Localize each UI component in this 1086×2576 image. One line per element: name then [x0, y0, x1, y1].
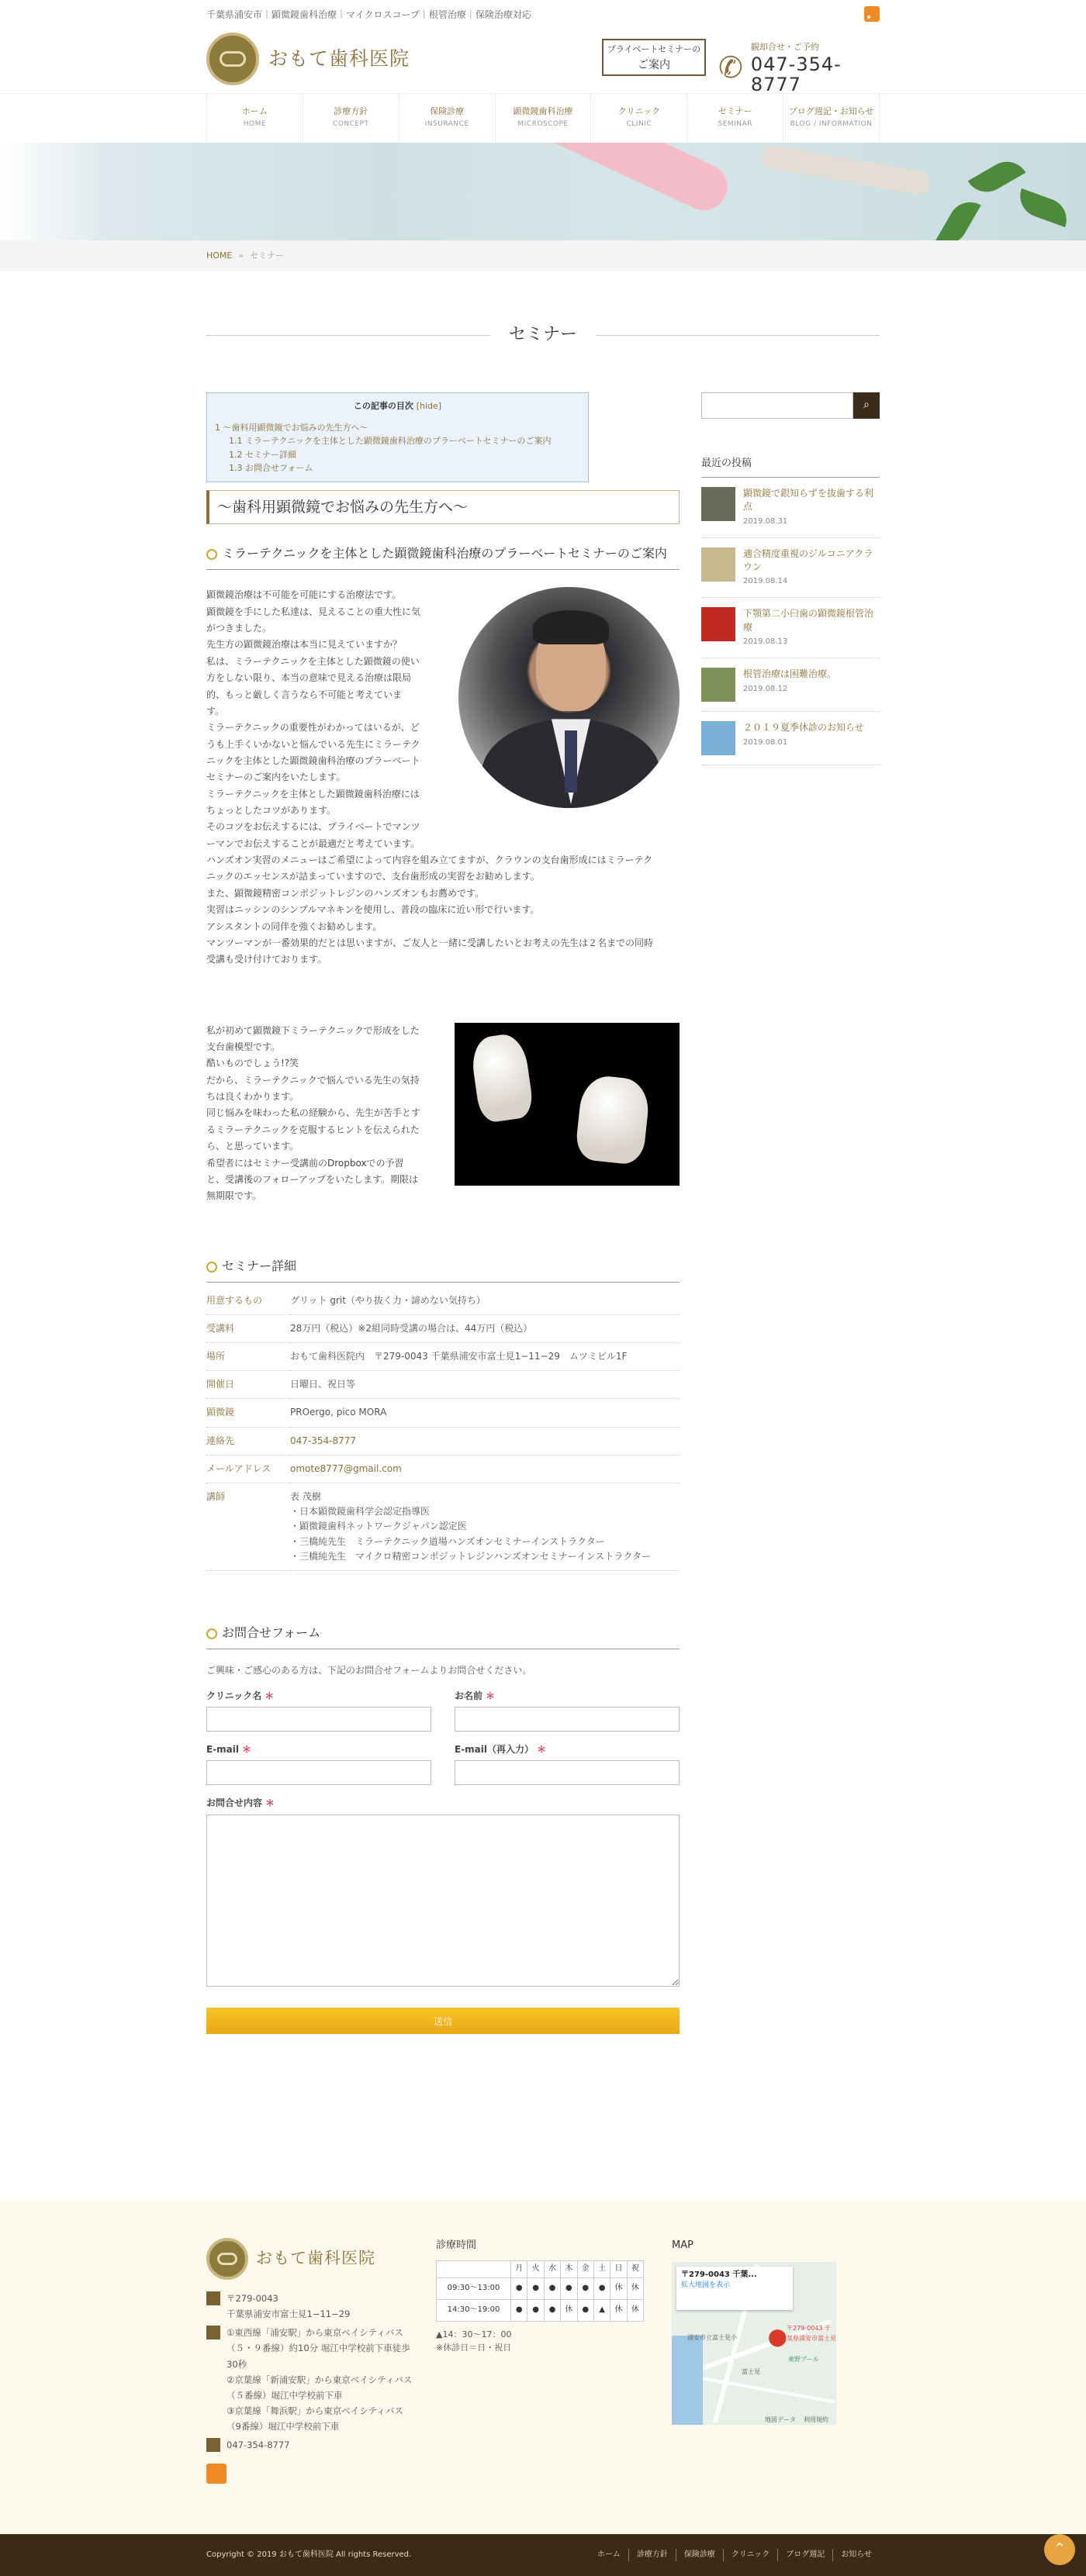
- required-mark: ＊: [537, 1744, 547, 1756]
- message-textarea[interactable]: [206, 1815, 680, 1987]
- model-line: るミラーテクニックを克服するヒントを伝えられた: [206, 1124, 420, 1135]
- subsection-heading: ミラーテクニックを主体とした顕微鏡歯科治療のプラーベートセミナーのご案内: [206, 538, 680, 570]
- seminar-banner-line2: ご案内: [638, 58, 670, 71]
- post-title[interactable]: 適合精度重視のジルコニアクラウン: [743, 547, 873, 572]
- detail-key: 連絡先: [206, 1427, 290, 1455]
- footer-nav: [590, 2549, 880, 2561]
- header-phone[interactable]: [718, 40, 880, 95]
- hours-mark: 休: [627, 2277, 643, 2299]
- day-header: 祝: [627, 2260, 643, 2277]
- toothbrush-image: [483, 143, 735, 218]
- intro-line: ミラーテクニックを主体とした顕微鏡歯科治療には: [206, 788, 420, 799]
- details-table: [206, 1287, 680, 1571]
- map-label: 東野プール: [788, 2355, 819, 2363]
- seminar-banner-button[interactable]: [602, 39, 706, 76]
- required-mark: ＊: [486, 1690, 496, 1702]
- detail-key: 受講料: [206, 1314, 290, 1342]
- leaf-image: [1014, 188, 1072, 227]
- clinic-label: クリニック名: [206, 1690, 262, 1702]
- intro-line: 顕微鏡を手にした私達は、見えることの重大性に気: [206, 606, 421, 617]
- model-line: だから、ミラーテクニックで悩んでいる先生の気持: [206, 1074, 420, 1086]
- intro-line: ニックを主体とした顕微鏡歯科治療のプラーベート: [206, 754, 420, 766]
- toc-item[interactable]: 1.3 お問合せフォーム: [229, 463, 313, 474]
- logo-mark-icon: [206, 33, 259, 85]
- nav-item-blog[interactable]: [783, 94, 880, 143]
- nav-item-seminar[interactable]: [687, 94, 783, 143]
- day-header: 水: [544, 2260, 560, 2277]
- detail-phone-link[interactable]: 047-354-8777: [290, 1435, 357, 1446]
- page-title: [206, 321, 880, 349]
- map-card-name: 〒279-0043 千葉...: [681, 2270, 757, 2279]
- model-text: [206, 1023, 433, 1205]
- table-row: [437, 2299, 644, 2321]
- nav-label: ブログ週記・お知らせ: [788, 106, 874, 116]
- map-pin-label: 〒279-0043 千葉県浦安市富士見: [787, 2324, 836, 2342]
- nav-item-concept[interactable]: [303, 94, 399, 143]
- post-thumbnail: [701, 721, 735, 755]
- model-line: 支台歯模型です。: [206, 1041, 281, 1052]
- footer-logo-text: おもて歯科医院: [256, 2249, 375, 2268]
- tooth-model-photo: [455, 1023, 680, 1186]
- hours-mark: ●: [561, 2277, 577, 2299]
- post-title[interactable]: ２０１９夏季休診のお知らせ: [743, 722, 864, 734]
- intro-line: 先生方の顕微鏡治療は本当に見えていますか？: [206, 639, 403, 651]
- intro-line: 方をしない限り、本当の意味で見える治療は限局: [206, 672, 412, 684]
- toothbrush-image: [759, 143, 932, 196]
- recent-posts-title: 最近の投稿: [701, 456, 880, 478]
- table-row: [206, 1343, 680, 1371]
- footer-nav-item[interactable]: ホーム: [597, 2550, 621, 2559]
- detail-value: グリット grit（やり抜く力・諦めない気持ち）: [290, 1287, 680, 1315]
- post-title[interactable]: 下顎第二小臼歯の顕微鏡根管治療: [743, 608, 874, 633]
- map-title: MAP: [672, 2239, 693, 2251]
- day-header: 土: [593, 2260, 610, 2277]
- required-mark: ＊: [265, 1797, 275, 1809]
- map-label: 富士見: [742, 2367, 760, 2375]
- name-input[interactable]: [455, 1707, 680, 1732]
- nav-label: ホーム: [241, 106, 268, 116]
- access-line: ②京葉線「新浦安駅」から東京ベイシティバス（５番線）堀江中学校前下車: [227, 2374, 413, 2401]
- toc-item[interactable]: 1 〜歯科用顕微鏡でお悩みの先生方へ〜: [215, 422, 368, 433]
- clinic-name-input[interactable]: [206, 1707, 431, 1732]
- detail-key: メールアドレス: [206, 1455, 290, 1483]
- day-header: 火: [527, 2260, 544, 2277]
- site-header: [0, 0, 1086, 93]
- intro-line: 私は、ミラーテクニックを主体とした顕微鏡の使い: [206, 655, 420, 667]
- nav-sub: HOME: [243, 119, 267, 128]
- copyright-bar: [0, 2534, 1086, 2576]
- hours-time: 14:30〜19:00: [437, 2299, 511, 2321]
- table-row: [206, 1399, 680, 1427]
- toc-title: [215, 399, 580, 413]
- seminar-banner-line1: プライベートセミナーの: [607, 44, 701, 54]
- section-heading: 〜歯科用顕微鏡でお悩みの先生方へ〜: [206, 490, 680, 524]
- table-row: [206, 1455, 680, 1483]
- table-row: [206, 1427, 680, 1455]
- hero-image: [0, 143, 1086, 240]
- recent-post-item[interactable]: [701, 658, 880, 712]
- nav-item-microscope[interactable]: [496, 94, 592, 143]
- detail-value: おもて歯科医院内 〒279-0043 千葉県浦安市富士見1−11−29 ムツミビル1F: [290, 1343, 680, 1371]
- breadcrumb-current: セミナー: [250, 250, 285, 261]
- hours-note: ▲14：30〜17：00: [436, 2329, 512, 2339]
- lecturer-line: 表 茂樹: [290, 1490, 321, 1502]
- recent-post-item[interactable]: [701, 478, 880, 538]
- table-row: [206, 1483, 680, 1570]
- model-section: [206, 1023, 680, 1202]
- google-map[interactable]: [672, 2262, 836, 2425]
- logo-text: おもて歯科医院: [268, 47, 410, 70]
- nav-sub: SEMINAR: [718, 119, 752, 128]
- footer-map: [672, 2238, 836, 2484]
- post-title[interactable]: 顕微鏡で銀知らずを抜歯する利点: [743, 487, 874, 513]
- nav-label: 保険診療: [430, 106, 465, 116]
- detail-value: 28万円（税込）※2組同時受講の場合は、44万円（税込）: [290, 1314, 680, 1342]
- nav-item-insurance[interactable]: [399, 94, 496, 143]
- global-nav: [0, 93, 1086, 143]
- hours-mark: ●: [511, 2277, 527, 2299]
- nav-sub: CONCEPT: [333, 119, 369, 128]
- intro-line: す。: [206, 705, 225, 717]
- detail-key: 用意するもの: [206, 1287, 290, 1315]
- recent-posts-list: [701, 478, 880, 765]
- detail-key: 講師: [206, 1483, 290, 1570]
- sidebar: [701, 392, 880, 2034]
- hours-mark: ●: [527, 2299, 544, 2321]
- email-confirm-input[interactable]: [455, 1760, 680, 1785]
- required-mark: ＊: [242, 1744, 252, 1756]
- footer-tel[interactable]: 047-354-8777: [227, 2440, 290, 2451]
- map-info-card: [676, 2267, 793, 2310]
- table-of-contents: [206, 392, 589, 482]
- day-header: 日: [610, 2260, 627, 2277]
- footer-logo[interactable]: [206, 2238, 416, 2280]
- access-line: ③京葉線「舞浜駅」から東京ベイシティバス（9番線）堀江中学校前下車: [227, 2405, 403, 2432]
- nav-item-home[interactable]: [207, 94, 303, 143]
- detail-key: 顕微鏡: [206, 1399, 290, 1427]
- form-lead: ご興味・ご感心のある方は、下記のお問合せフォームよりお問合せください。: [206, 1664, 532, 1676]
- table-row: [206, 1287, 680, 1315]
- nav-sub: INSURANCE: [424, 119, 469, 128]
- model-line: と、受講後のフォローアップをいたします。期限は: [206, 1173, 419, 1185]
- model-line: ちは良くわかります。: [206, 1091, 299, 1103]
- nav-label: クリニック: [617, 106, 661, 116]
- site-footer: [0, 2201, 1086, 2534]
- search-form: [701, 392, 880, 419]
- nav-item-clinic[interactable]: [591, 94, 687, 143]
- lecturer-value: [290, 1483, 680, 1570]
- email-confirm-label: E-mail（再入力）: [455, 1744, 534, 1756]
- leaf-image: [935, 195, 981, 240]
- hours-mark: 休: [610, 2299, 627, 2321]
- intro-line: ハンズオン実習のメニューはご希望によって内容を組み立てますが、クラウンの支台歯形成にはミラーテク: [206, 855, 653, 866]
- hours-mark: ●: [593, 2277, 610, 2299]
- intro-line: うも上手くいかないと悩んでいる先生にミラーテク: [206, 738, 420, 750]
- hours-note: ※休診日＝日・祝日: [436, 2343, 512, 2353]
- detail-value: PROergo, pico MORA: [290, 1399, 680, 1427]
- recent-post-item[interactable]: [701, 598, 880, 658]
- hours-mark: 休: [610, 2277, 627, 2299]
- intro-line: ミラーテクニックの重要性がわかってはいるが、ど: [206, 722, 420, 734]
- nav-sub: MICROSCOPE: [517, 119, 569, 128]
- map-label: 浦安市立富士見小: [687, 2333, 737, 2341]
- phone-icon: [206, 2438, 220, 2452]
- subsection-heading: お問合せフォーム: [206, 1618, 680, 1649]
- leaf-image: [968, 154, 1026, 199]
- bus-icon: [206, 2326, 220, 2339]
- nav-label: 診療方針: [334, 106, 368, 116]
- name-label: お名前: [455, 1690, 483, 1702]
- hours-title: 診療時間: [436, 2239, 477, 2251]
- site-tagline: 千葉県浦安市｜顕微鏡歯科治療｜マイクロスコープ｜根管治療｜保険治療対応: [206, 9, 531, 20]
- hours-table: [436, 2260, 644, 2322]
- rss-icon[interactable]: [864, 6, 880, 22]
- search-input[interactable]: [701, 392, 853, 419]
- hours-mark: ●: [527, 2277, 544, 2299]
- model-line: 希望者にはセミナー受講前のDropboxでの予習: [206, 1157, 404, 1169]
- detail-value: 日曜日、祝日等: [290, 1371, 680, 1399]
- main-content: [206, 392, 680, 2034]
- phone-label: 観却合せ・ご予約: [750, 42, 819, 52]
- nav-sub: BLOG / INFORMATION: [790, 119, 873, 128]
- doctor-portrait: [458, 587, 680, 808]
- post-thumbnail: [701, 547, 735, 582]
- post-date: 2019.08.31: [743, 516, 788, 526]
- model-line: 私が初めて顕微鏡下ミラーテクニックで形成をした: [206, 1024, 420, 1036]
- recent-post-item[interactable]: [701, 538, 880, 599]
- hours-mark: ●: [544, 2299, 560, 2321]
- intro-line: ーマンでお伝えすることが最適だと考えています。: [206, 837, 420, 849]
- lecturer-line: ・日本顕微鏡歯科学会認定指導医: [290, 1506, 431, 1518]
- intro-line: アシスタントの同伴を強くお勧めします。: [206, 920, 382, 932]
- map-label[interactable]: 利用規約: [804, 2415, 828, 2423]
- footer-nav-item[interactable]: クリニック: [723, 2549, 777, 2561]
- hours-mark: ●: [544, 2277, 560, 2299]
- intro-line: また、顕微鏡精密コンポジットレジンのハンズオンもお薦めです。: [206, 887, 485, 899]
- intro-line: マンツーマンが一番効果的だとは思いますが、ご友人と一緒に受講したいとお考えの先生は２名までの同時: [206, 937, 654, 948]
- model-line: 無期限です。: [206, 1190, 262, 1202]
- intro-line: 実習はニッシンのシンプルマネキンを使用し、普段の臨床に近い形で行います。: [206, 904, 540, 916]
- model-line: 同じ悩みを味わった私の経験から、先生が苦手とす: [206, 1107, 420, 1119]
- search-icon[interactable]: ⌕: [853, 392, 880, 419]
- footer-hours: [436, 2238, 645, 2484]
- breadcrumb: [0, 240, 1086, 271]
- access-line: ①東西線「浦安駅」から東京ベイシティバス（５・９番線）約10分 堀江中学校前下車徒歩30秒: [227, 2327, 410, 2370]
- intro-line: 的、もっと厳しく言うなら不可能と考えていま: [206, 689, 403, 700]
- subsection-heading: セミナー詳細: [206, 1251, 680, 1283]
- email-label: E-mail: [206, 1744, 240, 1756]
- post-date: 2019.08.01: [743, 737, 788, 747]
- day-header: 金: [577, 2260, 593, 2277]
- table-row: [206, 1314, 680, 1342]
- footer-info: [206, 2238, 416, 2484]
- hours-time: 09:30〜13:00: [437, 2277, 511, 2299]
- email-input[interactable]: [206, 1760, 431, 1785]
- contact-form: [206, 1618, 680, 2035]
- nav-sub: CLINIC: [626, 119, 652, 128]
- footer-nav-item[interactable]: 診療方針: [628, 2549, 676, 2561]
- home-icon: [206, 2291, 220, 2305]
- toc-item[interactable]: 1.1 ミラーテクニックを主体とした顕微鏡歯科治療のプラーベートセミナーのご案内: [229, 436, 552, 447]
- detail-key: 場所: [206, 1343, 290, 1371]
- map-label: 地図データ: [765, 2415, 796, 2423]
- post-title[interactable]: 根管治療は困難治療。: [743, 668, 837, 680]
- phone-number: 047-354-8777: [750, 53, 842, 95]
- toc-hide-link[interactable]: [hide]: [416, 401, 442, 411]
- toc-title-text: この記事の目次: [353, 401, 413, 411]
- message-label: お問合せ内容: [206, 1797, 263, 1809]
- nav-label: セミナー: [718, 106, 752, 116]
- recent-post-item[interactable]: [701, 712, 880, 765]
- lecturer-line: ・顕微鏡歯科ネットワークジャパン認定医: [290, 1521, 467, 1532]
- page-title-text: セミナー: [490, 321, 596, 348]
- map-pin-icon: ⬤: [768, 2327, 787, 2347]
- footer-nav-item[interactable]: 保険診療: [676, 2549, 723, 2561]
- footer-address: 千葉県浦安市富士見1−11−29: [227, 2308, 351, 2320]
- lecturer-line: ・三橋純先生 ミラーテクニック道場ハンズオンセミナーインストラクター: [290, 1535, 605, 1547]
- hours-mark: 休: [561, 2299, 577, 2321]
- back-to-top-icon[interactable]: ⌃: [1044, 2534, 1075, 2565]
- model-line: ら、と思っています。: [206, 1141, 299, 1152]
- intro-line: がつきました。: [206, 623, 272, 634]
- map-enlarge-link[interactable]: 拡大地図を表示: [681, 2281, 731, 2289]
- logo-mark-icon: [206, 2238, 248, 2280]
- post-date: 2019.08.12: [743, 684, 788, 693]
- intro-line: セミナーのご案内をいたします。: [206, 772, 346, 783]
- seminar-details: [206, 1251, 680, 1571]
- post-date: 2019.08.14: [743, 577, 788, 586]
- post-date: 2019.08.13: [743, 637, 788, 647]
- footer-nav-item[interactable]: お知らせ: [832, 2549, 880, 2561]
- detail-email-link[interactable]: omote8777@gmail.com: [290, 1462, 402, 1474]
- post-thumbnail: [701, 607, 735, 641]
- nav-label: 顕微鏡歯科治療: [513, 106, 573, 116]
- day-header: 月: [511, 2260, 527, 2277]
- model-line: 酷いものでしょう!?笑: [206, 1058, 299, 1069]
- intro-line: 受講も受け付けております。: [206, 954, 327, 965]
- copyright-text: Copyright © 2019 おもて歯科医院 All rights Reserved.: [206, 2550, 412, 2559]
- hours-mark: ●: [577, 2299, 593, 2321]
- table-row: [206, 1371, 680, 1399]
- phone-icon: ✆: [718, 50, 743, 85]
- intro-line: そのコツをお伝えするには、プライベートでマンツ: [206, 821, 420, 833]
- toc-item[interactable]: 1.2 セミナー詳細: [229, 449, 296, 460]
- hours-corner: [437, 2260, 511, 2277]
- hours-mark: ●: [511, 2299, 527, 2321]
- submit-button[interactable]: 送信: [206, 2008, 680, 2034]
- rss-icon[interactable]: [206, 2464, 227, 2484]
- intro-line: ちょっとしたコツがあります。: [206, 805, 337, 817]
- intro-section: [206, 587, 680, 968]
- hours-mark: ▲: [593, 2299, 610, 2321]
- table-row: [437, 2277, 644, 2299]
- lecturer-line: ・三橋純先生 マイクロ精密コンポジットレジンハンズオンセミナーインストラクター: [290, 1550, 652, 1562]
- post-thumbnail: [701, 487, 735, 521]
- intro-line: ニックのエッセンスが詰まっていますので、支台歯形成の実習をお勧めします。: [206, 871, 540, 882]
- required-mark: ＊: [265, 1690, 275, 1702]
- site-logo[interactable]: [206, 33, 410, 85]
- post-thumbnail: [701, 668, 735, 702]
- day-header: 木: [561, 2260, 577, 2277]
- breadcrumb-sep: »: [238, 250, 244, 261]
- hours-mark: ●: [577, 2277, 593, 2299]
- breadcrumb-home[interactable]: HOME: [206, 250, 233, 261]
- intro-line: 顕微鏡治療は不可能を可能にする治療法です。: [206, 589, 402, 601]
- footer-zip: 〒279-0043: [227, 2293, 278, 2304]
- detail-key: 開催日: [206, 1371, 290, 1399]
- table-row: [437, 2260, 644, 2277]
- hours-mark: 休: [627, 2299, 643, 2321]
- footer-nav-item[interactable]: ブログ週記: [777, 2549, 832, 2561]
